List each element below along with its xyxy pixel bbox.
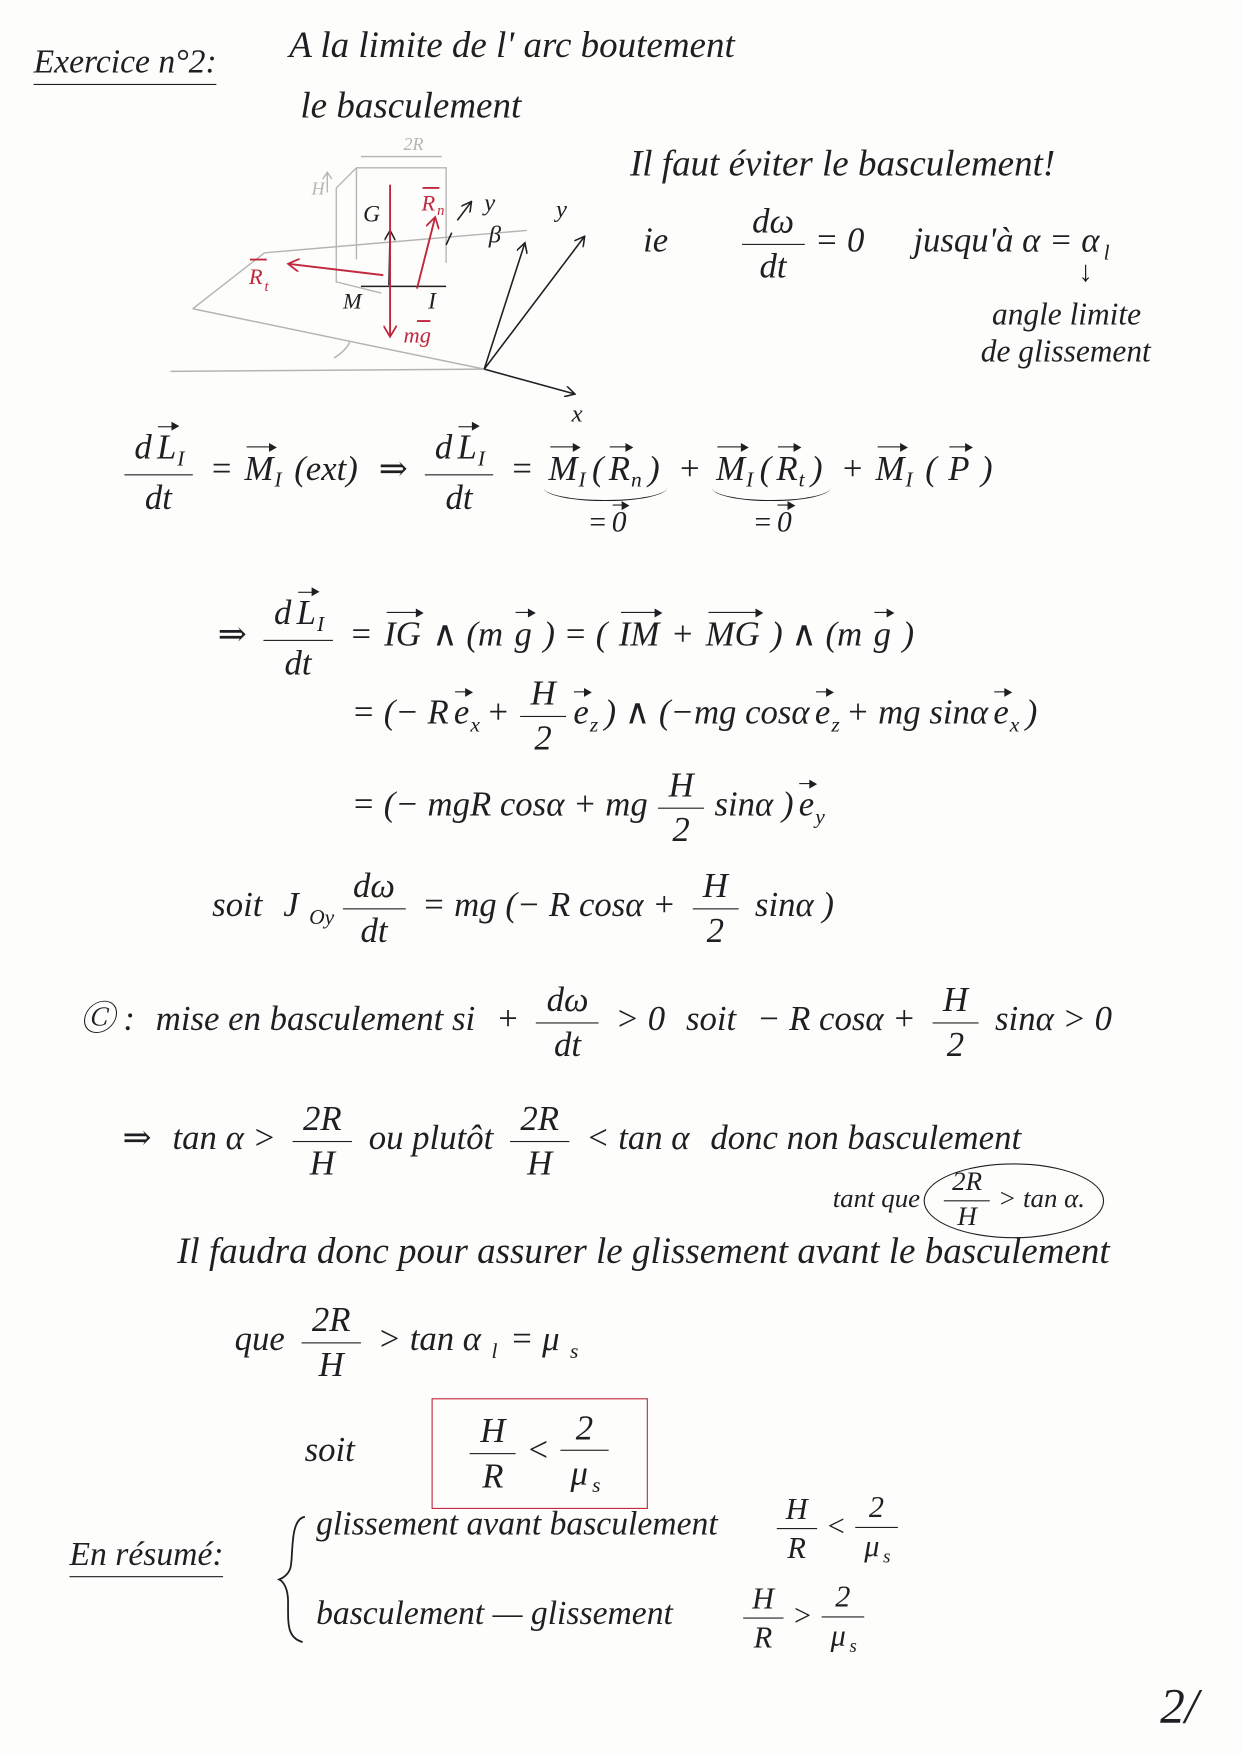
math-text: tan α > [172, 1117, 276, 1157]
boxed-result [300, 1398, 647, 1508]
math-subscript: I [316, 613, 325, 637]
fraction [658, 765, 704, 850]
fraction-numerator [658, 765, 704, 808]
no-rotation-condition [639, 201, 1112, 286]
summary-heading [69, 1535, 223, 1575]
fraction-denominator [293, 1142, 352, 1184]
math-text: + [677, 448, 702, 488]
limit-angle-label-2: de glissement [980, 334, 1151, 370]
math-text: + mg sinα [846, 692, 989, 732]
math-text: que [234, 1318, 285, 1359]
math-vector: e [993, 692, 1009, 732]
fraction-numerator [293, 1098, 352, 1141]
fraction-numerator [560, 1408, 609, 1451]
math-vector: M [548, 448, 578, 488]
math-text: sinα ) [714, 784, 794, 824]
math-text: jusqu'à α = α [913, 220, 1100, 260]
math-text: ou plutôt [368, 1117, 494, 1157]
fraction-numerator [301, 1300, 360, 1343]
math-subscript: x [470, 713, 480, 737]
rotation-equation [202, 866, 845, 951]
math-text: ∧ (m [432, 613, 504, 653]
limit-angle-label-1: angle limite [991, 297, 1142, 333]
math-text: = [349, 613, 373, 653]
center-of-mass-label: G [363, 201, 381, 228]
math-text: ⇒ [378, 448, 408, 488]
summary-row-1-text: glissement avant basculement [316, 1505, 718, 1543]
math-text: R [753, 1620, 773, 1655]
math-text: dt [445, 477, 473, 518]
fraction [510, 1098, 569, 1183]
beta-label: β [488, 221, 501, 249]
math-text: mise en basculement si [155, 999, 476, 1039]
underbrace-note [749, 504, 793, 541]
math-subscript: I [578, 469, 586, 493]
math-text: 2 [946, 1025, 965, 1065]
fraction [560, 1408, 609, 1499]
math-vector: M [716, 448, 746, 488]
y-axis-label: y [555, 196, 567, 224]
math-text: R [787, 1531, 806, 1565]
math-text: ) [980, 448, 993, 488]
math-vector: L [296, 592, 316, 632]
math-text: H [309, 1143, 335, 1183]
math-text: 2 [672, 810, 690, 850]
math-text: = [209, 448, 234, 488]
math-text: − R cosα + [756, 999, 916, 1039]
math-vector: M [244, 448, 274, 488]
math-text: dt [360, 910, 388, 951]
math-text: ) [1025, 692, 1038, 732]
math-subscript: I [177, 447, 185, 472]
width-label: 2R [403, 133, 424, 154]
math-subscript: x [1009, 713, 1020, 737]
math-vector: P [948, 448, 970, 488]
math-text: 2R [311, 1299, 351, 1339]
angular-momentum-theorem [118, 425, 1003, 538]
math-text: > tan α. [998, 1184, 1085, 1214]
math-subscript: I [274, 469, 282, 493]
math-text: J [283, 884, 299, 925]
math-subscript: s [570, 1339, 579, 1364]
math-text: ) [648, 448, 660, 488]
math-text: H [480, 1410, 506, 1451]
fraction-denominator [692, 909, 738, 951]
exercise-heading [34, 43, 217, 83]
math-text: donc non basculement [710, 1117, 1022, 1157]
fraction-denominator [301, 1343, 360, 1385]
point-i-label: I [428, 288, 437, 315]
fraction [470, 1411, 516, 1496]
fraction-denominator [536, 1023, 599, 1065]
fraction [777, 1492, 817, 1566]
normal-reaction-subscript: n [437, 202, 445, 219]
height-label: H [311, 178, 325, 199]
page-number: 2/ [1160, 1679, 1199, 1734]
math-text: dt [759, 246, 787, 286]
fraction-numerator [343, 866, 406, 909]
tipping-condition [69, 980, 1122, 1065]
fraction [124, 425, 193, 518]
math-text: + [840, 448, 865, 488]
fraction [536, 980, 599, 1065]
math-text: H [668, 765, 694, 805]
math-subscript: l [491, 1339, 498, 1364]
fraction-denominator [124, 476, 193, 518]
math-text: μ [864, 1529, 880, 1563]
math-text: ) ∧ (−mg cosα [604, 692, 810, 732]
math-text: 2R [520, 1098, 559, 1138]
math-text: dω [353, 865, 395, 905]
math-text: 2R [952, 1167, 983, 1197]
fraction [425, 425, 494, 518]
math-text: + [670, 613, 695, 653]
fraction [742, 201, 805, 286]
math-text: d [434, 426, 453, 467]
math-text: H [527, 1143, 553, 1183]
math-text: ) [902, 613, 915, 653]
fraction-denominator [777, 1529, 817, 1566]
math-text: d [274, 592, 292, 632]
math-text: > tan α [377, 1318, 482, 1359]
math-vector: IG [384, 613, 421, 653]
math-text: ) = ( [543, 613, 608, 653]
math-text: H [752, 1581, 774, 1615]
summary-row-2-text: basculement — glissement [316, 1595, 673, 1633]
math-text: ie [643, 220, 669, 260]
fraction-denominator [822, 1617, 865, 1657]
math-vector: g [873, 613, 892, 653]
fraction-denominator [743, 1619, 783, 1656]
exercise-number: Exercice n°2: [34, 44, 217, 85]
math-vector: e [573, 692, 589, 732]
fraction-denominator [932, 1023, 978, 1065]
math-subscript: I [477, 447, 486, 472]
fraction [944, 1168, 990, 1234]
math-text: > 0 [615, 999, 666, 1039]
vector-product-result [347, 765, 826, 850]
weight-label: mg [403, 322, 431, 348]
fraction-numerator [944, 1168, 990, 1202]
math-text: 2 [534, 718, 552, 758]
math-text: dω [752, 201, 795, 241]
math-subscript: y [815, 805, 825, 829]
fraction-numerator [743, 1581, 783, 1619]
math-text: R [482, 1456, 504, 1496]
math-vector: R [776, 448, 798, 488]
fraction-numerator [855, 1490, 898, 1528]
math-text: = 0 [814, 220, 865, 260]
fraction [264, 591, 333, 684]
math-text: sinα > 0 [995, 999, 1113, 1039]
math-vector: R [608, 448, 630, 488]
fraction-denominator [470, 1454, 516, 1496]
math-text: ) [810, 448, 823, 488]
summary-row-2-math [738, 1579, 870, 1657]
math-subscript: z [589, 713, 599, 737]
math-text: = [587, 505, 608, 538]
underbrace-body [712, 446, 831, 501]
math-text: < [526, 1430, 550, 1470]
math-text: soit [685, 999, 737, 1039]
math-text: + [496, 999, 520, 1039]
fraction-numerator [425, 425, 494, 476]
fraction [293, 1098, 352, 1183]
math-text: H [318, 1344, 344, 1385]
math-vector: e [453, 692, 470, 732]
summary-label: En résumé: [69, 1536, 223, 1577]
math-vector: g [514, 613, 532, 653]
math-vector: L [156, 426, 177, 467]
math-text: dω [546, 979, 589, 1020]
exercise-title-line-1: A la limite de l' arc boutement [289, 25, 735, 66]
math-text: sinα ) [754, 884, 834, 925]
math-text: 2 [706, 910, 724, 951]
fraction-denominator [510, 1142, 569, 1184]
math-text: ( [925, 448, 937, 488]
underbrace-group [712, 446, 831, 538]
math-text: dt [554, 1025, 582, 1065]
math-text: (ext) [294, 448, 358, 488]
fraction [822, 1579, 865, 1657]
fraction-numerator [536, 980, 599, 1023]
math-text: = mg (− R cosα + [422, 884, 676, 925]
fraction-denominator [658, 808, 704, 850]
math-text: d [134, 426, 152, 467]
y-small-label: y [484, 189, 496, 217]
vector-product-components [347, 673, 1041, 758]
fraction-denominator [855, 1528, 898, 1568]
math-text: ⇒ [217, 613, 247, 653]
normal-reaction-label: R [421, 190, 436, 216]
tangential-reaction-subscript: t [264, 278, 269, 295]
exercise-title-line-2: le basculement [300, 86, 522, 127]
inclined-plane-diagram [157, 123, 628, 447]
math-vector: L [457, 426, 477, 467]
math-subscript: l [1103, 241, 1110, 265]
math-text: soit [304, 1430, 355, 1470]
math-subscript: t [798, 469, 805, 493]
math-text: = (− R [351, 692, 449, 732]
math-vector: MG [705, 613, 760, 653]
math-text: = (− mgR cosα + mg [351, 784, 648, 824]
fraction-numerator [124, 425, 193, 476]
math-text: H [942, 979, 968, 1020]
math-text: tant que [832, 1184, 921, 1214]
math-text: 2R [303, 1098, 342, 1138]
tangential-reaction-label: R [248, 264, 263, 290]
math-vector: IM [618, 613, 660, 653]
weight-moment [207, 591, 924, 684]
x-axis-label: x [571, 400, 583, 428]
math-text: μ [830, 1618, 846, 1653]
math-text: H [530, 673, 556, 713]
down-arrow-icon: ↓ [1078, 255, 1093, 288]
circled-expression [923, 1163, 1104, 1238]
math-vector: 0 [777, 505, 792, 538]
math-text: 2 [575, 1408, 594, 1448]
fraction-numerator [777, 1492, 817, 1530]
fraction-denominator [264, 641, 333, 683]
math-text: = [510, 448, 534, 488]
math-text: < [825, 1508, 847, 1543]
math-text: ( [591, 448, 604, 488]
underbrace-note [584, 504, 628, 541]
math-subscript: s [883, 1546, 891, 1568]
fraction-numerator [932, 980, 978, 1023]
fraction-numerator [520, 673, 566, 716]
math-text: = μ [510, 1318, 560, 1359]
math-text: = [752, 505, 773, 538]
math-vector: M [875, 448, 905, 488]
fraction [692, 866, 738, 951]
math-vector: e [814, 692, 831, 732]
fraction-numerator [264, 591, 333, 642]
result-box [431, 1398, 647, 1508]
fraction-numerator [470, 1411, 516, 1454]
math-text: H [702, 865, 728, 905]
math-subscript: I [746, 469, 754, 493]
point-m-label: M [342, 288, 362, 314]
math-text: ⇒ [122, 1117, 152, 1157]
math-text: μ [570, 1453, 588, 1493]
math-vector: e [798, 784, 815, 824]
math-text: > [792, 1598, 813, 1632]
math-text: soit [212, 884, 263, 925]
fraction-denominator [343, 909, 406, 951]
math-text: 2 [868, 1489, 885, 1524]
conclusion-text: Il faudra donc pour assurer le glissement avant le basculement [177, 1231, 1110, 1272]
math-text: + [486, 692, 510, 732]
fraction-numerator [692, 866, 738, 909]
fraction-denominator [560, 1451, 609, 1499]
math-text: dt [284, 643, 312, 683]
axes [361, 202, 584, 393]
fraction [743, 1581, 783, 1655]
fraction-numerator [742, 201, 805, 244]
math-subscript: I [905, 469, 913, 493]
fraction-denominator [742, 244, 805, 286]
warning-note: Il faut éviter le basculement! [629, 144, 1056, 185]
underbrace-body [544, 446, 667, 501]
math-subscript: z [831, 713, 840, 737]
math-vector: 0 [611, 505, 627, 538]
fraction [855, 1490, 898, 1568]
math-text: 2 [835, 1579, 851, 1614]
block-outline [323, 157, 446, 293]
math-text: dt [144, 477, 172, 518]
fraction [343, 866, 406, 951]
math-text: ) ∧ (m [771, 613, 863, 653]
math-text: Ⓒ : [79, 999, 135, 1039]
math-text: H [785, 1491, 808, 1526]
math-subscript: s [849, 1635, 857, 1657]
underbrace-group [544, 446, 667, 538]
summary-row-1-math [771, 1490, 903, 1568]
fraction-denominator [425, 476, 494, 518]
sliding-requirement [224, 1300, 580, 1385]
fraction-denominator [944, 1201, 990, 1233]
fraction-numerator [822, 1579, 865, 1617]
math-text: H [957, 1202, 977, 1232]
fraction-numerator [510, 1098, 569, 1141]
math-subscript: n [631, 469, 642, 493]
fraction [932, 980, 978, 1065]
math-text: ( [759, 448, 772, 488]
fraction [301, 1300, 360, 1385]
fraction [520, 673, 566, 758]
no-tipping-condition [829, 1163, 1104, 1238]
math-text: < tan α [586, 1117, 690, 1157]
math-subscript: Oy [309, 905, 335, 930]
math-subscript: s [592, 1474, 601, 1498]
summary-brace [269, 1510, 314, 1650]
fraction-denominator [520, 716, 566, 758]
